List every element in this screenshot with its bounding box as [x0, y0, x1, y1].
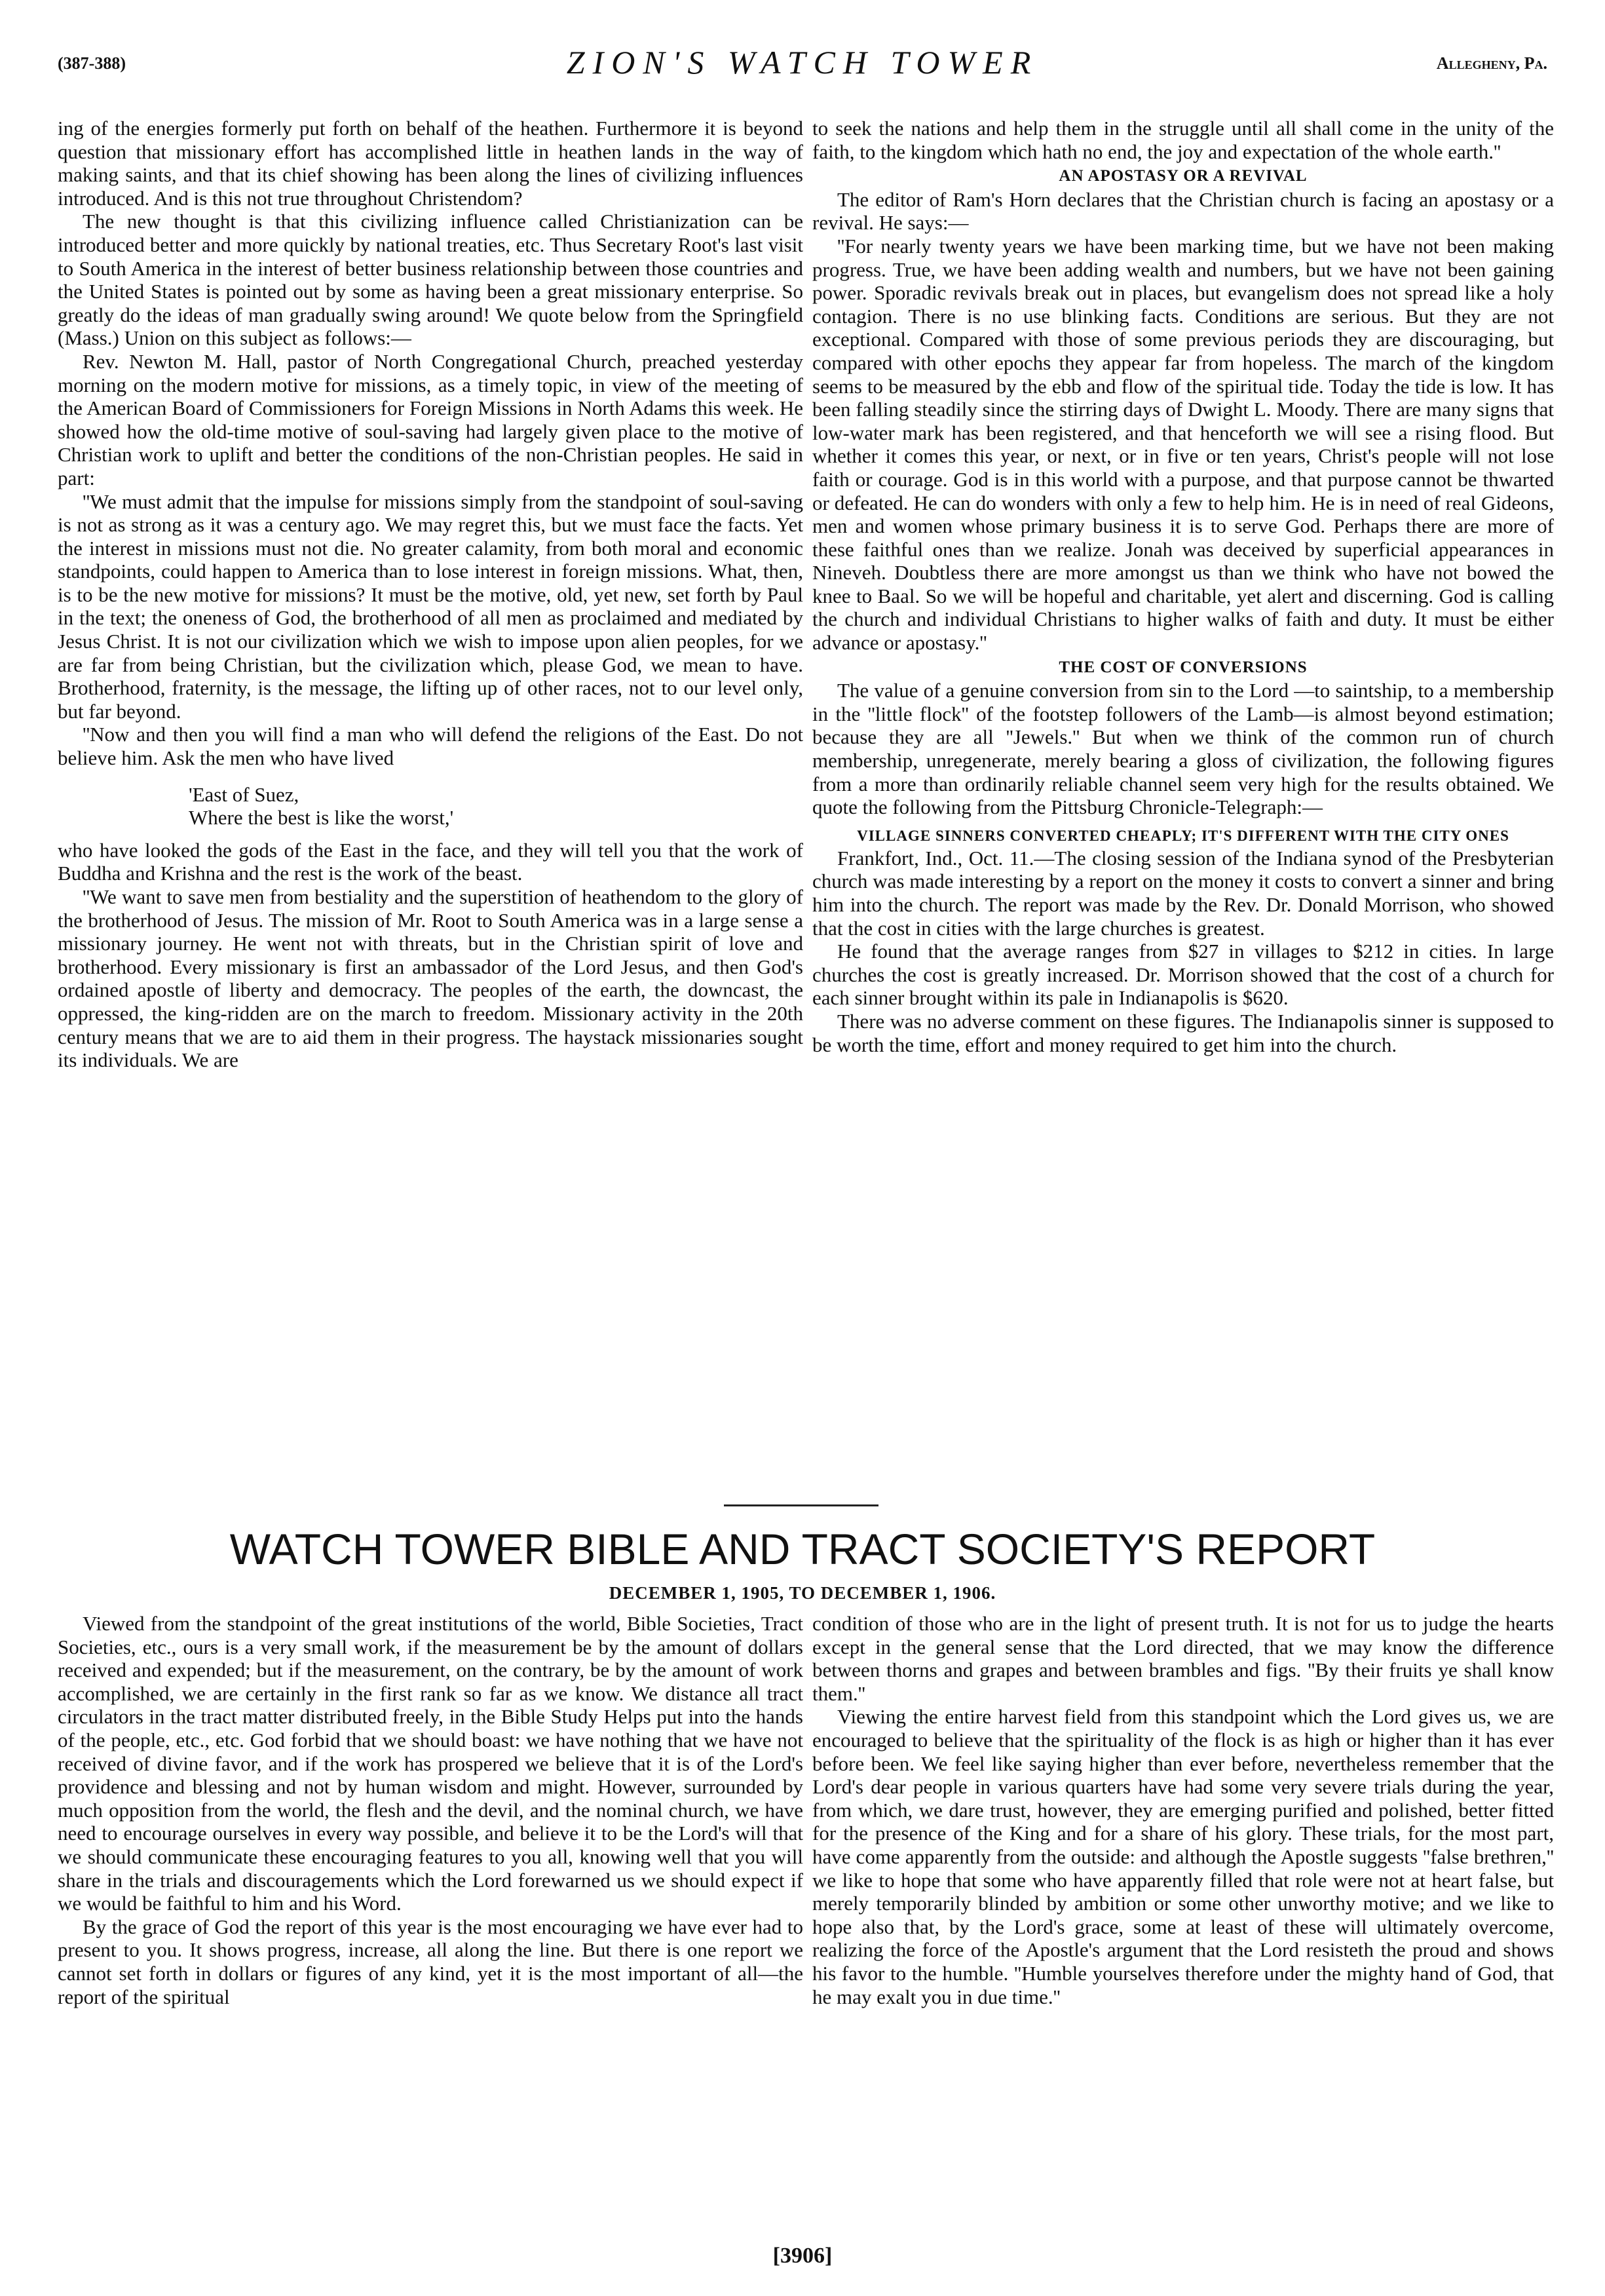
paragraph: who have looked the gods of the East in the face, and they will tell you that the work of Buddha and Krishna and the rest is the work of the beast.	[58, 838, 803, 885]
column-right-bottom	[812, 1612, 1554, 2008]
paragraph: ing of the energies formerly put forth on behalf of the heathen. Furthermore it is beyond question that missionary effort has accomplished little in heathen lands in the way of making saints, and that its chief showing has been along the lines of civilizing influences introduced. And is this not true throughout Christendom?	[58, 117, 803, 210]
section-subheading: VILLAGE SINNERS CONVERTED CHEAPLY; IT'S DIFFERENT WITH THE CITY ONES	[857, 827, 1509, 844]
paragraph: Rev. Newton M. Hall, pastor of North Congregational Church, preached yesterday morning on the modern motive for missions, as a timely topic, in view of the meeting of the American Board of Commissioners for Foreign Missions in North Adams this week. He showed how the old-time motive of soul-saving had largely given place to the motive of Christian work to uplift and better the conditions of the non-Christian peoples. He said in part:	[58, 349, 803, 489]
report-title: WATCH TOWER BIBLE AND TRACT SOCIETY'S REPORT	[229, 1525, 1376, 1573]
masthead-title: ZION'S WATCH TOWER	[566, 44, 1039, 81]
paragraph: The editor of Ram's Horn declares that the Christian church is facing an apostasy or a revival. He says:—	[812, 187, 1554, 235]
poem-line: Where the best is like the worst,'	[189, 806, 454, 830]
column-left-top	[58, 117, 803, 1072]
paragraph: Viewed from the standpoint of the great institutions of the world, Bible Societies, Tract Societies, etc., ours is a very small work, if the measurement be by the amount of dollars received and expended; but if the measurement, on the contrary, be by the amount of work accomplished, we are certainly in the first rank so far as we know. We distance all tract circulators in the tract matter distributed freely, in the Bible Study Helps put into the hands of the people, etc., etc. God forbid that we should boast: we have nothing that we have not received of divine favor, and if the work has prospered we believe that it is of the Lord's providence and blessing and not by human wisdom and might. However, surrounded by much opposition from the world, the flesh and the devil, and the nominal church, we have need to encourage ourselves in every way possible, and believe it to be the Lord's will that we should communicate these encouraging features to you all, knowing well that you will share in the trials and discouragements which the Lord forewarned us we should expect if we would be faithful to him and his Word.	[58, 1612, 803, 1915]
section-heading: THE COST OF CONVERSIONS	[1059, 658, 1308, 676]
quote-paragraph: ''We want to save men from bestiality and the superstition of heathendom to the glory of the brotherhood of Jesus. The mission of Mr. Root to South America was in a large sense a missionary journey. He went not with threats, but in the Christian spirit of love and brotherhood. Every missionary is first an ambassador of the Lord Jesus, and then God's ordained apostle of liberty and democracy. The peoples of the earth, the downcast, the oppressed, the king-ridden are on the march to freedom. Missionary activity in the 20th century means that we are to aid them in their progress. The haystack missionaries sought its individuals. We are	[58, 885, 803, 1072]
column-right-top	[812, 117, 1554, 1056]
paragraph: Viewing the entire harvest field from this standpoint which the Lord gives us, we are encouraged to believe that the spirituality of the flock is as high or higher than it has ever before been. We feel like saying higher than ever before, nevertheless remember that the Lord's dear people in various quarters have had some very severe trials during the year, from which, we dare trust, however, they are emerging purified and polished, better fitted for the presence of the King and for a share of his glory. These trials, for the most part, have come apparently from the outside: and although the Apostle suggests ''false brethren,'' we like to hope that some who have apparently filled that role were not at heart false, but merely temporarily blinded by ambition or some other unworthy motive; and we like to hope also that, by the Lord's grace, some at least of these will ultimately overcome, realizing the force of the Apostle's argument that the Lord resisteth the proud and shows his favor to the humble. ''Humble yourselves therefore under the mighty hand of God, that he may exalt you in due time.''	[812, 1705, 1554, 2008]
page-range: (387-388)	[58, 54, 126, 73]
paragraph: He found that the average ranges from $27 in villages to $212 in cities. In large churches the cost is greatly increased. Dr. Morrison showed that the cost of a church for each sinner brought within its pale in Indianapolis is $620.	[812, 940, 1554, 1010]
page-number: [3906]	[772, 2244, 833, 2268]
section-heading: AN APOSTASY OR A REVIVAL	[1059, 167, 1308, 185]
report-dateline: DECEMBER 1, 1905, TO DECEMBER 1, 1906.	[609, 1583, 996, 1603]
paragraph: to seek the nations and help them in the struggle until all shall come in the unity of the faith, to the kingdom which hath no end, the joy and expectation of the whole earth.''	[812, 117, 1554, 163]
paragraph: condition of those who are in the light of present truth. It is not for us to judge the hearts except in the general sense that the Lord directed, that we may know the difference between thorns and grapes and between brambles and figs. ''By their fruits ye shall know them.''	[812, 1612, 1554, 1705]
quote-paragraph: ''Now and then you will find a man who will defend the religions of the East. Do not believe him. Ask the men who have lived	[58, 723, 803, 770]
poem-quote	[189, 783, 803, 830]
quote-paragraph: ''For nearly twenty years we have been marking time, but we have not been making progress. True, we have been adding wealth and numbers, but we have not been gaining power. Sporadic revivals break out in places, but evangelism does not spread like a holy contagion. There is no use blinking facts. Conditions are serious. But they are not exceptional. Compared with those of some previous periods they are discouraging, but compared with other epochs they appear far from hopeless. The march of the kingdom seems to be measured by the ebb and flow of the spiritual tide. Today the tide is low. It has been falling steadily since the stirring days of Dwight L. Moody. There are many signs that low-water mark has been registered, and that henceforth we will see a rising flood. But whether it comes this year, or next, or in five or ten years, Christ's people will not lose faith or courage. God is in this world with a purpose, and that purpose cannot be thwarted or defeated. He can do wonders with only a few to help him. He is in need of real Gideons, men and women whose primary business it is to serve God. Perhaps there are more of these faithful ones than we realize. Jonah was deceived by superficial appearances in Nineveh. Doubtless there are more amongst us than we think who have not bowed the knee to Baal. So we will be hopeful and charitable, yet alert and discerning. God is calling the church and individual Christians to higher walks of faith and duty. It must be either advance or apostasy.''	[812, 234, 1554, 655]
page-header	[58, 43, 1547, 89]
paragraph: Frankfort, Ind., Oct. 11.—The closing session of the Indiana synod of the Presbyterian church was made interesting by a report on the money it costs to convert a sinner and bring him into the church. The report was made by the Rev. Dr. Donald Morrison, who showed that the cost in cities with the large churches is greatest.	[812, 846, 1554, 940]
quote-paragraph: ''We must admit that the impulse for missions simply from the standpoint of soul-saving is not as strong as it was a century ago. We may regret this, but we must face the facts. Yet the interest in missions must not die. No greater calamity, from both moral and economic standpoints, could happen to America than to lose interest in foreign missions. What, then, is to be the new motive for missions? It must be the motive, old, yet new, set forth by Paul in the text; the oneness of God, the brotherhood of all men as proclaimed and mediated by Jesus Christ. It is not our civilization which we wish to impose upon alien peoples, for we are far from being Christian, but the civilization which, please God, we mean to have. Brotherhood, fraternity, is the message, the lifting up of other races, not to our level only, but far beyond.	[58, 489, 803, 723]
section-divider	[724, 1504, 878, 1506]
paragraph: The new thought is that this civilizing influence called Christianization can be introduced better and more quickly by national treaties, etc. Thus Secretary Root's last visit to South America in the interest of better business relationship between those countries and the United States is pointed out by some as having been a great missionary enterprise. So greatly do the ideas of man gradually swing around! We quote below from the Springfield (Mass.) Union on this subject as follows:—	[58, 210, 803, 350]
paragraph: There was no adverse comment on these figures. The Indianapolis sinner is supposed to be worth the time, effort and money required to get him into the church.	[812, 1009, 1554, 1056]
paragraph: The value of a genuine conversion from sin to the Lord —to saintship, to a membership in the ''little flock'' of the footstep followers of the Lamb—is almost beyond estimation; because they are all ''Jewels.'' But when we think of the common run of church membership, unregenerate, merely bearing a gloss of civilization, the following figures from a more than ordinarily reliable channel seem very high for the results obtained. We quote the following from the Pittsburg Chronicle-Telegraph:—	[812, 679, 1554, 819]
poem-line: 'East of Suez,	[189, 782, 299, 806]
paragraph: By the grace of God the report of this year is the most encouraging we have ever had to present to you. It shows progress, increase, all along the line. But there is one report we cannot set forth in dollars or figures of any kind, yet it is the most important of all—the report of the spiritual	[58, 1915, 803, 2008]
publication-place: Allegheny, Pa.	[1436, 54, 1547, 73]
column-left-bottom	[58, 1612, 803, 2008]
